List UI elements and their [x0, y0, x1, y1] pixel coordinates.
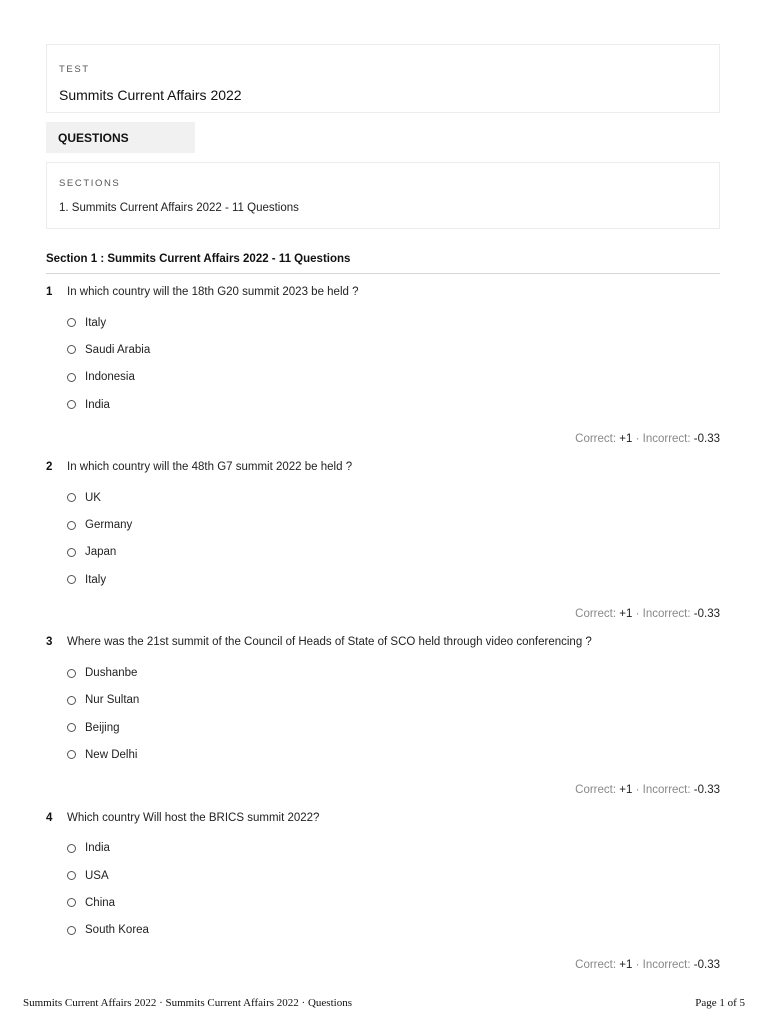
option[interactable]: [67, 309, 720, 336]
option-label: Saudi Arabia: [85, 343, 151, 356]
correct-label: Correct:: [575, 608, 617, 621]
marks-separator: ·: [635, 608, 640, 621]
option[interactable]: [67, 862, 720, 889]
radio-icon[interactable]: [67, 871, 76, 880]
test-label: TEST: [59, 64, 90, 75]
option-label: Italy: [85, 573, 107, 586]
option[interactable]: [67, 391, 720, 418]
question-number: 1: [46, 286, 53, 298]
option[interactable]: [67, 566, 720, 593]
option[interactable]: [67, 835, 720, 862]
question-3: [46, 635, 720, 797]
option[interactable]: [67, 889, 720, 916]
options-list: [46, 835, 720, 944]
correct-label: Correct:: [575, 433, 617, 446]
option-label: USA: [85, 869, 109, 882]
option[interactable]: [67, 484, 720, 511]
page-footer: [23, 997, 745, 1009]
radio-icon[interactable]: [67, 493, 76, 502]
question-text: In which country will the 18th G20 summit 2023 be held ?: [67, 286, 359, 298]
radio-icon[interactable]: [67, 669, 76, 678]
options-list: [46, 309, 720, 418]
radio-icon[interactable]: [67, 548, 76, 557]
question-text: In which country will the 48th G7 summit 2022 be held ?: [67, 461, 353, 474]
questions-tab[interactable]: QUESTIONS: [46, 122, 195, 153]
incorrect-value: -0.33: [693, 608, 720, 621]
options-list: [46, 659, 720, 768]
incorrect-label: Incorrect:: [642, 608, 691, 621]
section-link-1[interactable]: 1. Summits Current Affairs 2022 - 11 Questions: [59, 202, 299, 214]
marks-separator: ·: [635, 433, 640, 446]
option[interactable]: [67, 364, 720, 391]
radio-icon[interactable]: [67, 844, 76, 853]
incorrect-value: -0.33: [693, 433, 720, 446]
marking-scheme: [46, 608, 720, 622]
document-content: [46, 44, 720, 973]
option-label: Indonesia: [85, 371, 135, 384]
radio-icon[interactable]: [67, 898, 76, 907]
radio-icon[interactable]: [67, 926, 76, 935]
question-1: [46, 285, 720, 447]
question-text: Which country Will host the BRICS summit 2022?: [67, 811, 320, 824]
footer-document-title: Summits Current Affairs 2022 · Summits Current Affairs 2022 · Questions: [23, 997, 352, 1009]
option-label: UK: [85, 491, 101, 504]
incorrect-label: Incorrect:: [642, 783, 691, 796]
radio-icon[interactable]: [67, 696, 76, 705]
option[interactable]: [67, 741, 720, 768]
question-number: 2: [46, 461, 53, 474]
radio-icon[interactable]: [67, 373, 76, 382]
radio-icon[interactable]: [67, 750, 76, 759]
option[interactable]: [67, 714, 720, 741]
option-label: Nur Sultan: [85, 694, 140, 707]
sections-card: [46, 162, 720, 229]
marking-scheme: [46, 959, 720, 973]
option-label: China: [85, 896, 116, 909]
incorrect-label: Incorrect:: [642, 433, 691, 446]
correct-value: +1: [619, 433, 633, 446]
option-label: India: [85, 842, 110, 855]
option[interactable]: [67, 916, 720, 943]
incorrect-value: -0.33: [693, 783, 720, 796]
option[interactable]: [67, 539, 720, 566]
question-4: [46, 811, 720, 973]
option-label: South Korea: [85, 924, 149, 937]
incorrect-label: Incorrect:: [642, 958, 691, 971]
radio-icon[interactable]: [67, 318, 76, 327]
footer-page-number: Page 1 of 5: [695, 997, 745, 1009]
radio-icon[interactable]: [67, 345, 76, 354]
option-label: Italy: [85, 316, 107, 329]
option-label: India: [85, 398, 110, 411]
marks-separator: ·: [635, 783, 640, 796]
test-title: Summits Current Affairs 2022: [59, 87, 242, 103]
option-label: Dushanbe: [85, 667, 138, 680]
marking-scheme: [46, 784, 720, 798]
marking-scheme: [46, 433, 720, 447]
radio-icon[interactable]: [67, 521, 76, 530]
marks-separator: ·: [635, 958, 640, 971]
option-label: New Delhi: [85, 748, 138, 761]
question-number: 4: [46, 811, 53, 824]
correct-label: Correct:: [575, 958, 617, 971]
section-heading: Section 1 : Summits Current Affairs 2022 - 11 Questions: [46, 253, 720, 274]
radio-icon[interactable]: [67, 575, 76, 584]
radio-icon[interactable]: [67, 400, 76, 409]
option-label: Japan: [85, 546, 117, 559]
option[interactable]: [67, 659, 720, 686]
test-header-card: [46, 44, 720, 113]
correct-value: +1: [619, 958, 633, 971]
question-2: [46, 460, 720, 622]
correct-label: Correct:: [575, 783, 617, 796]
correct-value: +1: [619, 608, 633, 621]
sections-label: SECTIONS: [59, 178, 121, 189]
incorrect-value: -0.33: [693, 958, 720, 971]
correct-value: +1: [619, 783, 633, 796]
question-number: 3: [46, 636, 53, 649]
options-list: [46, 484, 720, 593]
option[interactable]: [67, 336, 720, 363]
option-label: Germany: [85, 519, 133, 532]
option[interactable]: [67, 511, 720, 538]
radio-icon[interactable]: [67, 723, 76, 732]
option-label: Beijing: [85, 721, 120, 734]
option[interactable]: [67, 687, 720, 714]
question-text: Where was the 21st summit of the Council of Heads of State of SCO held through video conferencing ?: [67, 636, 592, 649]
